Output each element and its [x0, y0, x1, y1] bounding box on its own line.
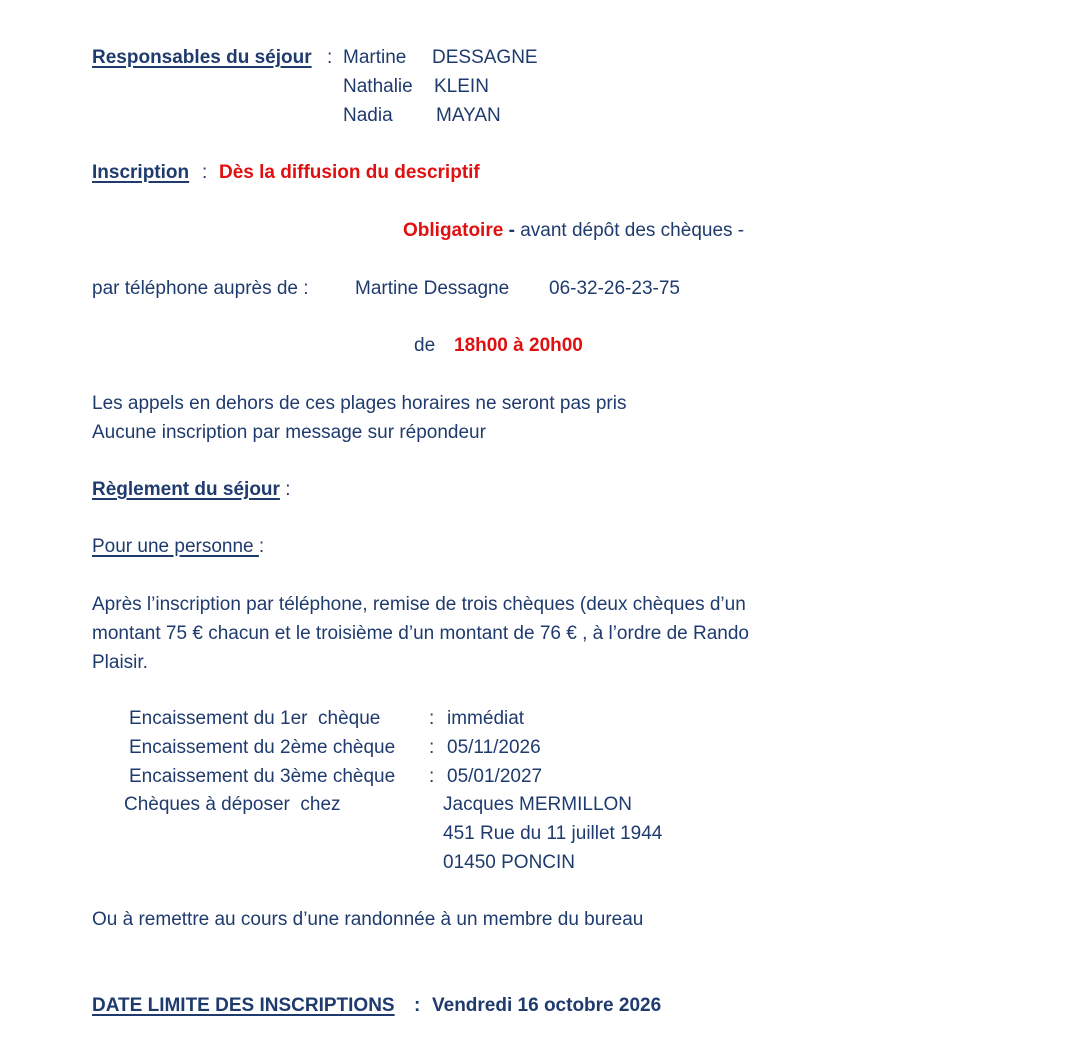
obligatoire-line: [403, 220, 744, 243]
note-line: Aucune inscription par message sur répondeur: [92, 422, 486, 443]
obligatoire-text: avant dépôt des chèques -: [520, 220, 745, 241]
reglement-paragraph-line: montant 75 € chacun et le troisième d’un montant de 76 € , à l’ordre de Rando: [92, 623, 749, 644]
responsables-sep: :: [327, 47, 333, 68]
deposit-address-line: 451 Rue du 11 juillet 1944: [443, 823, 663, 844]
reglement-label: Règlement du séjour: [92, 479, 280, 500]
reglement-paragraph-line: Après l’inscription par téléphone, remise de trois chèques (deux chèques d’un: [92, 594, 746, 615]
responsable-last-name: DESSAGNE: [432, 47, 538, 68]
sub-sep: :: [258, 536, 265, 557]
pour-une-personne: [92, 536, 264, 559]
encaissement-sep: :: [429, 766, 435, 787]
phone-number: 06-32-26-23-75: [549, 278, 680, 299]
encaissement-sep: :: [429, 737, 435, 758]
deposit-address-line: Jacques MERMILLON: [443, 794, 633, 815]
responsable-last-name: MAYAN: [436, 105, 501, 126]
inscription-sep: :: [202, 162, 208, 183]
inscription-value: Dès la diffusion du descriptif: [219, 162, 480, 183]
responsable-first-name: Martine: [343, 47, 407, 68]
phone-intro: par téléphone auprès de :: [92, 278, 309, 299]
note-line: Les appels en dehors de ces plages horaires ne seront pas pris: [92, 393, 627, 414]
encaissement-label: Encaissement du 3ème chèque: [129, 766, 396, 787]
date-limite-label: DATE LIMITE DES INSCRIPTIONS: [92, 995, 395, 1016]
encaissement-value: immédiat: [447, 708, 525, 729]
reglement-sep: :: [285, 479, 291, 500]
encaissement-sep: :: [429, 708, 435, 729]
inscription-label: Inscription: [92, 162, 190, 183]
encaissement-label: Encaissement du 2ème chèque: [129, 737, 396, 758]
date-limite-sep: :: [414, 995, 421, 1016]
responsable-first-name: Nadia: [343, 105, 393, 126]
obligatoire-dash: -: [508, 220, 515, 241]
deposit-label: Chèques à déposer chez: [124, 794, 341, 815]
hours-value: 18h00 à 20h00: [454, 335, 583, 356]
deposit-address-line: 01450 PONCIN: [443, 852, 576, 873]
responsable-first-name: Nathalie: [343, 76, 413, 97]
sub-label: Pour une personne: [92, 536, 259, 557]
responsables-label: Responsables du séjour: [92, 47, 312, 68]
alternative-deposit: Ou à remettre au cours d’une randonnée à un membre du bureau: [92, 909, 644, 930]
reglement-paragraph-line: Plaisir.: [92, 652, 148, 673]
date-limite-value: Vendredi 16 octobre 2026: [432, 995, 662, 1016]
encaissement-value: 05/01/2027: [447, 766, 543, 787]
hours-prefix: de: [414, 335, 436, 356]
encaissement-value: 05/11/2026: [447, 737, 541, 758]
obligatoire-label: Obligatoire: [403, 220, 504, 241]
phone-contact: Martine Dessagne: [355, 278, 510, 299]
responsable-last-name: KLEIN: [434, 76, 489, 97]
reglement-heading: [92, 479, 290, 502]
encaissement-label: Encaissement du 1er chèque: [129, 708, 381, 729]
